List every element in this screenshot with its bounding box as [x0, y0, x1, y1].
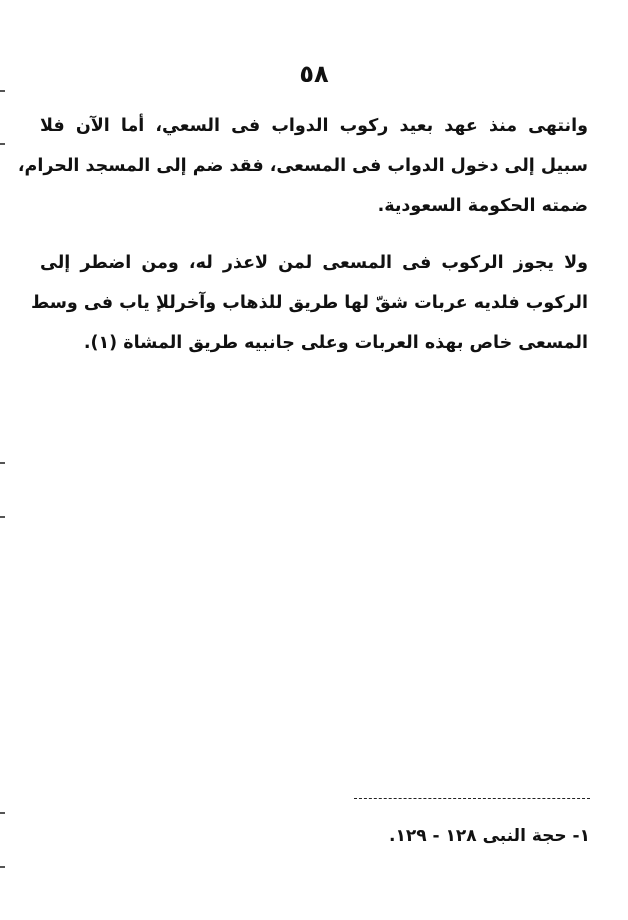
paragraph-1 — [17, 106, 588, 226]
scan-margin-mark — [0, 516, 5, 518]
footnote-separator — [354, 798, 590, 799]
scan-margin-mark — [0, 90, 5, 92]
scan-margin-mark — [0, 143, 5, 145]
scan-margin-mark — [0, 462, 5, 464]
paragraph-2 — [30, 243, 588, 363]
page-number: ٥٨ — [299, 60, 329, 88]
paragraph-line: الركوب فلديه عربات شقّ لها طريق للذهاب وآخرللإ ياب فى وسط — [30, 293, 588, 313]
paragraph-line: ولا يجوز الركوب فى المسعى لمن لاعذر له، ومن اضطر إلى — [40, 253, 588, 273]
paragraph-line: المسعى خاص بهذه العربات وعلى جانبيه طريق المشاة (١). — [83, 333, 588, 353]
paragraph-line: سبيل إلى دخول الدواب فى المسعى، فقد ضم إلى المسجد الحرام، — [17, 156, 588, 176]
footnote: ١- حجة النبى ١٢٨ - ١٢٩. — [389, 826, 590, 846]
paragraph-line: وانتهى منذ عهد بعيد ركوب الدواب فى السعي، أما الآن فلا — [40, 116, 588, 136]
scan-margin-mark — [0, 866, 5, 868]
paragraph-line: ضمته الحكومة السعودية. — [377, 196, 588, 216]
scan-margin-mark — [0, 812, 5, 814]
